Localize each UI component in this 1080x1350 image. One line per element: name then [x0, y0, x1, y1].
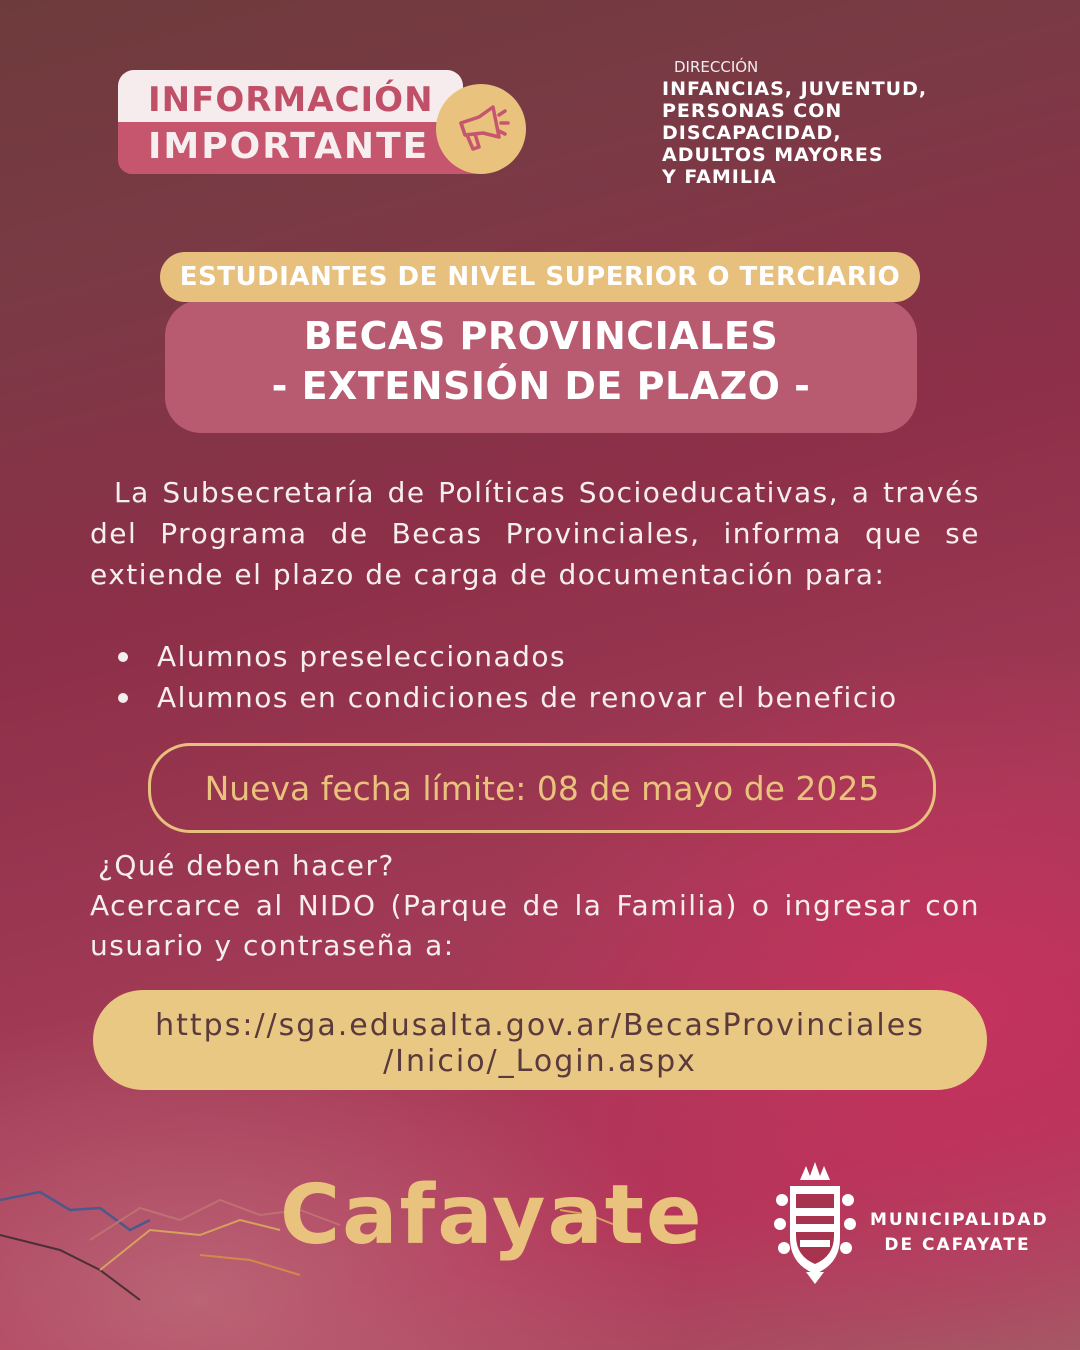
bullet-icon [118, 652, 128, 662]
instructions [90, 846, 980, 966]
cafayate-logo: Cafayate [280, 1168, 704, 1263]
title-line2: - EXTENSIÓN DE PLAZO - [271, 364, 811, 408]
title-box [165, 300, 917, 433]
municipality-name [870, 1208, 1049, 1258]
direction-block [662, 58, 962, 188]
info-badge-line1: INFORMACIÓN [148, 80, 434, 120]
info-badge-line2: IMPORTANTE [148, 126, 430, 167]
deadline-pill: Nueva fecha límite: 08 de mayo de 2025 [148, 743, 936, 833]
question-title: ¿Qué deben hacer? [98, 849, 395, 882]
megaphone-icon [436, 84, 526, 174]
municipality-crest-icon [772, 1160, 858, 1286]
student-ribbon: ESTUDIANTES DE NIVEL SUPERIOR O TERCIARIO [160, 252, 920, 302]
list-item-text: Alumnos preseleccionados [157, 640, 567, 673]
list-item-text: Alumnos en condiciones de renovar el beneficio [157, 681, 898, 714]
bullet-list [110, 636, 990, 718]
municipality-line2: DE CAFAYATE [884, 1235, 1031, 1255]
list-item [110, 677, 990, 718]
title-line1: BECAS PROVINCIALES [303, 314, 779, 358]
direction-label: DIRECCIÓN [674, 58, 759, 76]
question-text: Acercarce al NIDO (Parque de la Familia) o ingresar con usuario y contraseña a: [90, 889, 980, 962]
intro-paragraph: La Subsecretaría de Políticas Socioeducativas, a través del Programa de Becas Provinciales, informa que se extiende el plazo de carga de documentación para: [90, 476, 980, 591]
url-link[interactable] [93, 990, 987, 1090]
info-badge [118, 70, 468, 174]
url-line2: /Inicio/_Login.aspx [383, 1044, 697, 1079]
bullet-icon [118, 693, 128, 703]
direction-name: INFANCIAS, JUVENTUD, PERSONAS CON DISCAPACIDAD, ADULTOS MAYORES Y FAMILIA [662, 78, 928, 188]
url-line1: https://sga.edusalta.gov.ar/BecasProvinciales [155, 1008, 925, 1043]
list-item [110, 636, 990, 677]
municipality-line1: MUNICIPALIDAD [870, 1210, 1049, 1230]
